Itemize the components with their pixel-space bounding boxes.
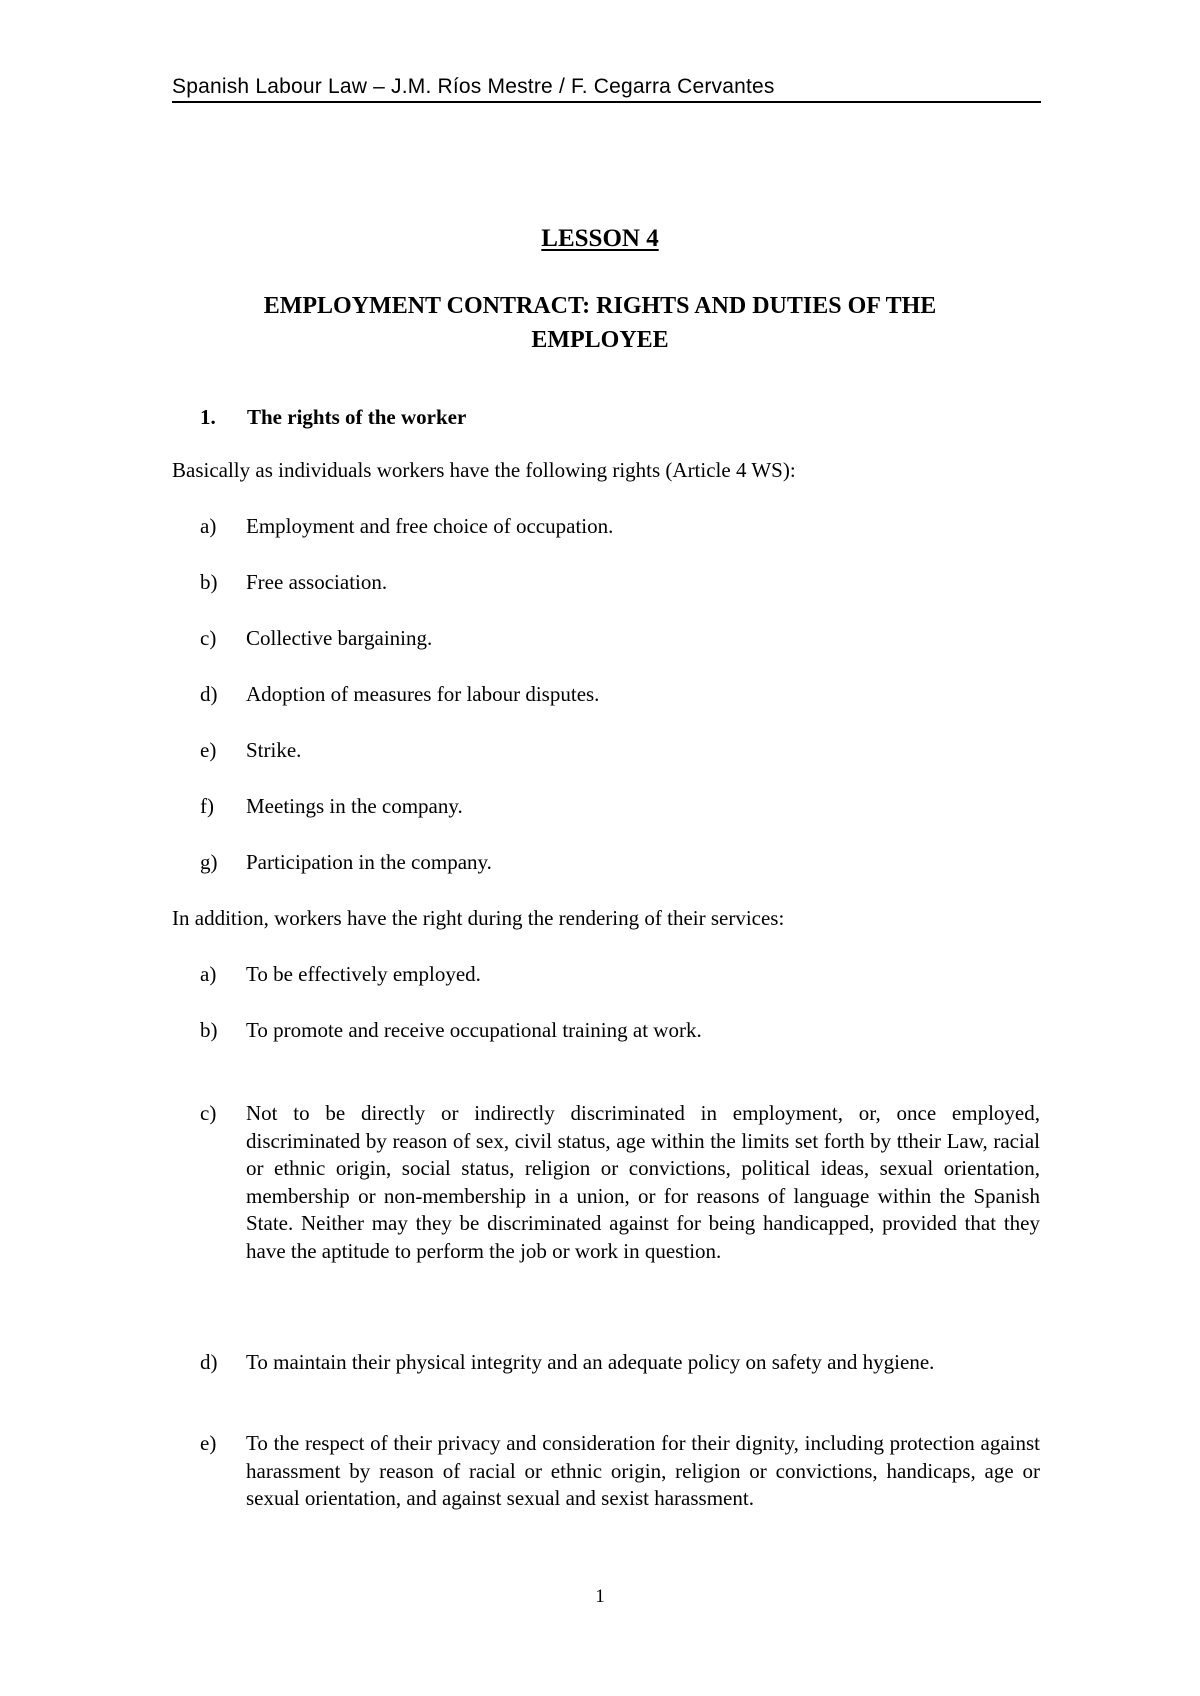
list-marker: e) xyxy=(200,1431,217,1455)
list-item-text: Strike. xyxy=(246,738,302,762)
list-item xyxy=(200,737,1040,765)
section-heading xyxy=(200,404,466,430)
lesson-label xyxy=(0,224,1200,254)
list-item xyxy=(200,1349,1040,1377)
list-marker: a) xyxy=(200,514,217,538)
list-marker: d) xyxy=(200,682,218,706)
list-item xyxy=(200,849,1040,877)
intro-paragraph: Basically as individuals workers have the following rights (Article 4 WS): xyxy=(172,458,796,482)
list-item xyxy=(200,569,1040,597)
list-marker: e) xyxy=(200,738,217,762)
list-item-text: To promote and receive occupational training at work. xyxy=(246,1018,702,1042)
section-heading-text: The rights of the worker xyxy=(247,405,467,429)
list-item-text: Adoption of measures for labour disputes. xyxy=(246,682,600,706)
running-header: Spanish Labour Law – J.M. Ríos Mestre / F. Cegarra Cervantes xyxy=(172,75,775,98)
list-item xyxy=(200,1430,1040,1513)
list-item xyxy=(200,961,1040,989)
list-item-text: Participation in the company. xyxy=(246,850,492,874)
list-item-text: Meetings in the company. xyxy=(246,794,463,818)
list-marker: a) xyxy=(200,962,217,986)
lesson-label-text: LESSON 4 xyxy=(541,225,659,252)
list-item-text: Free association. xyxy=(246,570,388,594)
list-marker: b) xyxy=(200,1018,218,1042)
list-item xyxy=(200,513,1040,541)
list-item xyxy=(200,1100,1040,1266)
list-marker: d) xyxy=(200,1350,218,1374)
list-item-text: Not to be directly or indirectly discriminated in employment, or, once employed, discriminated by reason of sex, civil status, age within the limits set forth by ttheir Law, racial or ethnic origin, social status, religion or convictions, political ideas, sexual orientation, membership or non-membership in a union, or for reasons of language within the Spanish State. Neither may they be discriminated against for being handicapped, provided that they have the aptitude to perform the job or work in question. xyxy=(246,1101,1040,1263)
list-marker: c) xyxy=(200,626,217,650)
list-marker: g) xyxy=(200,850,218,874)
list-marker: b) xyxy=(200,570,218,594)
list-item-text: To be effectively employed. xyxy=(246,962,481,986)
list-item-text: Collective bargaining. xyxy=(246,626,433,650)
page-number: 1 xyxy=(595,1586,605,1607)
list-item xyxy=(200,1017,1040,1045)
document-title: EMPLOYMENT CONTRACT: RIGHTS AND DUTIES OF THE EMPLOYEE xyxy=(263,293,937,353)
list-marker: f) xyxy=(200,794,214,818)
list-item-text: To the respect of their privacy and consideration for their dignity, including protection against harassment by reason of racial or ethnic origin, religion or convictions, handicaps, age or sexual orientation, and against sexual and sexist harassment. xyxy=(246,1431,1040,1511)
list-item xyxy=(200,681,1040,709)
list-item-text: Employment and free choice of occupation. xyxy=(246,514,614,538)
list-marker: c) xyxy=(200,1101,217,1125)
header-rule xyxy=(172,101,1041,103)
section-number: 1. xyxy=(200,405,216,429)
list-item-text: To maintain their physical integrity and an adequate policy on safety and hygiene. xyxy=(246,1350,935,1374)
list-item xyxy=(200,793,1040,821)
list-item xyxy=(200,625,1040,653)
intro-paragraph-2: In addition, workers have the right during the rendering of their services: xyxy=(172,906,785,930)
